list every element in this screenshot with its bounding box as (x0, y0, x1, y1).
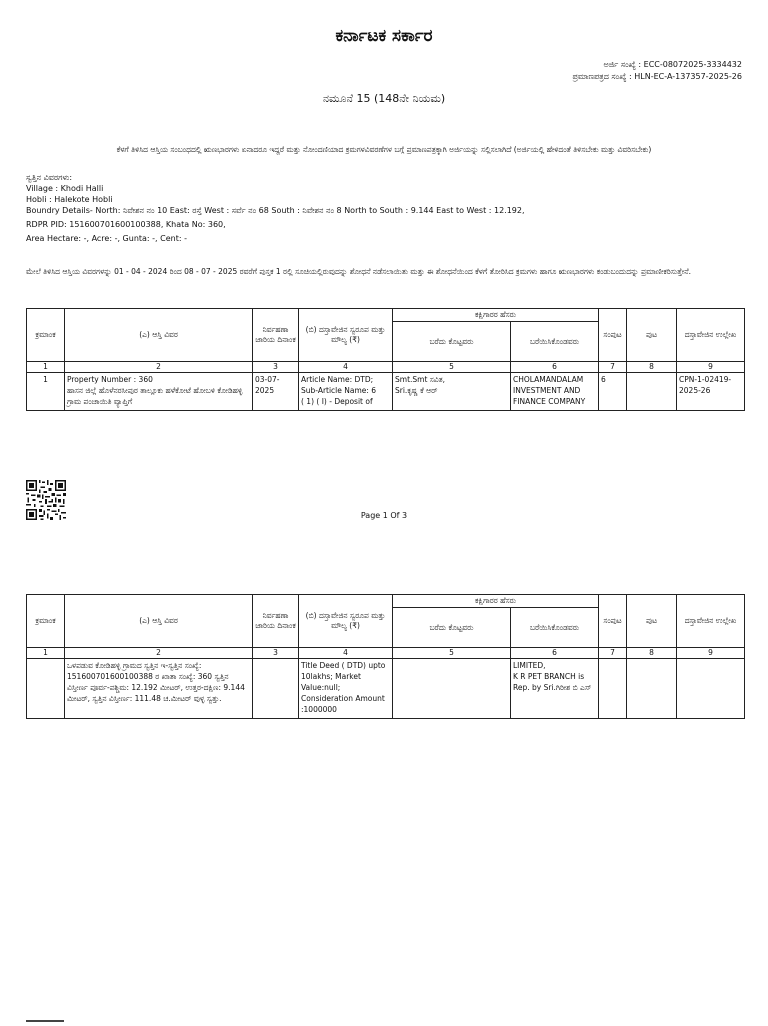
header-executant: ಬರೆದು ಕೊಟ್ಟವರು (393, 608, 511, 648)
column-number: 9 (677, 648, 745, 659)
intro-text: ಕೆಳಗೆ ತಿಳಿಸಿದ ಆಸ್ತಿಯ ಸಂಬಂಧದಲ್ಲಿ ಋಣಭಾರಗಳು ಏನಾದರೂ ಇದ್ದರೆ ಮತ್ತು ನೋಂದಣಿಯಾದ ಕ್ರಮಗಳವಿವರಣೆಗಳ ಬಗ್ಗೆ ಪ್ರಮಾಣಪತ್ರಕ್ಕಾಗಿ ಅರ್ಜಿಯನ್ನು ಸಲ್ಲಿಸಲಾಗಿದೆ (ಅರ್ಜಿಯಲ್ಲಿ ಹೇಳಿದಂತೆ ತಿಳಿಸಬೇಕು ಮತ್ತು ವಿವರಿಸಬೇಕು) (116, 145, 652, 154)
column-number: 1 (27, 362, 65, 373)
header-property: (ಎ) ಆಸ್ತಿ ವಿವರ (65, 309, 253, 362)
page-number: Page 1 Of 3 (360, 511, 408, 520)
column-number: 8 (627, 648, 677, 659)
header-deed-nature: (ಬಿ) ದಸ್ತಾವೇಜಿನ ಸ್ವರೂಪ ಮತ್ತು ಮೌಲ್ಯ (₹) (299, 595, 393, 648)
property-heading: ಸ್ವತ್ತಿನ ವಿವರಗಳು: (26, 173, 73, 182)
cell-serial: 1 (27, 373, 65, 411)
header-doc-ref: ದಸ್ತಾವೇಜಿನ ಉಲ್ಲೇಖ (677, 309, 745, 362)
area-line: Area Hectare: -, Acre: -, Gunta: -, Cent: - (26, 234, 187, 243)
header-page: ಪುಟ (627, 309, 677, 362)
certificate-number: ಪ್ರಮಾಣಪತ್ರದ ಸಂಖ್ಯೆ : HLN-EC-A-137357-2025-26 (572, 72, 742, 81)
column-number: 4 (299, 362, 393, 373)
column-number: 2 (65, 648, 253, 659)
property-details (26, 172, 525, 244)
header-claimant: ಬರೆಯಿಸಿಕೊಂಡವರು (511, 608, 599, 648)
cell-doc-ref (677, 659, 745, 719)
table-row (27, 659, 745, 719)
column-number: 3 (253, 362, 299, 373)
header-parties: ಕಕ್ಷಿಗಾರರ ಹೆಸರು (393, 309, 599, 322)
header-deed-nature: (ಬಿ) ದಸ್ತಾವೇಜಿನ ಸ್ವರೂಪ ಮತ್ತು ಮೌಲ್ಯ (₹) (299, 309, 393, 362)
encumbrance-table-page2 (26, 594, 745, 719)
cell-property: Property Number : 360 ಹಾಸನ ಜಿಲ್ಲೆ ಹೊಳೆನರಸೀಪುರ ತಾಲ್ಲೂಕು ಹಳೆಕೋಟೆ ಹೋಬಳಿ ಕೋಡಿಹಳ್ಳಿ ಗ್ರಾಮ ಪಂಚಾಯಿತಿ ವ್ಯಾಪ್ತಿಗೆ (65, 373, 253, 411)
cell-executant: Smt.Smt ಸವಿತ, Sri.ಕೃಷ್ಣ ಕೆ ಆರ್ (393, 373, 511, 411)
rdpr-line: RDPR PID: 151600701600100388, Khata No: 360, (26, 220, 226, 229)
cell-deed: Article Name: DTD; Sub-Article Name: 6 ( 1) ( I) - Deposit of (299, 373, 393, 411)
application-number: ಅರ್ಜಿ ಸಂಖ್ಯೆ : ECC-08072025-3334432 (603, 60, 742, 69)
cell-page (627, 659, 677, 719)
cell-claimant: CHOLAMANDALAM INVESTMENT AND FINANCE COMPANY (511, 373, 599, 411)
cell-volume (599, 659, 627, 719)
header-parties: ಕಕ್ಷಿಗಾರರ ಹೆಸರು (393, 595, 599, 608)
header-executant: ಬರೆದು ಕೊಟ್ಟವರು (393, 322, 511, 362)
cell-deed: Title Deed ( DTD) upto 10lakhs; Market Value:null; Consideration Amount :1000000 (299, 659, 393, 719)
table-row (27, 373, 745, 411)
cell-date (253, 659, 299, 719)
cell-date: 03-07-2025 (253, 373, 299, 411)
village-line: Village : Khodi Halli (26, 184, 104, 193)
header-property: (ಎ) ಆಸ್ತಿ ವಿವರ (65, 595, 253, 648)
column-number: 9 (677, 362, 745, 373)
header-serial: ಕ್ರಮಾಂಕ (27, 309, 65, 362)
header-execution-date: ನಿರ್ವಹಣಾ ಜಾರಿಯ ದಿನಾಂಕ (253, 595, 299, 648)
cell-serial (27, 659, 65, 719)
reference-numbers (572, 59, 742, 83)
header-execution-date: ನಿರ್ವಹಣಾ ಜಾರಿಯ ದಿನಾಂಕ (253, 309, 299, 362)
header-volume: ಸಂಪುಟ (599, 595, 627, 648)
column-number: 7 (599, 362, 627, 373)
form-title: ನಮೂನೆ 15 (148ನೇ ನಿಯಮ) (322, 92, 446, 105)
cell-executant (393, 659, 511, 719)
hobli-line: Hobli : Halekote Hobli (26, 195, 113, 204)
column-number: 5 (393, 362, 511, 373)
column-number: 4 (299, 648, 393, 659)
cell-page (627, 373, 677, 411)
header-doc-ref: ದಸ್ತಾವೇಜಿನ ಉಲ್ಲೇಖ (677, 595, 745, 648)
column-number: 5 (393, 648, 511, 659)
cell-volume: 6 (599, 373, 627, 411)
header-page: ಪುಟ (627, 595, 677, 648)
column-number: 7 (599, 648, 627, 659)
column-number: 8 (627, 362, 677, 373)
column-number: 3 (253, 648, 299, 659)
cell-doc-ref: CPN-1-02419-2025-26 (677, 373, 745, 411)
column-number: 1 (27, 648, 65, 659)
header-claimant: ಬರೆಯಿಸಿಕೊಂಡವರು (511, 322, 599, 362)
cell-property: ಒಳಪಡುವ ಕೋಡಿಹಳ್ಳಿ ಗ್ರಾಮದ ಸ್ವತ್ತಿನ ಇ-ಸ್ವತ್ತಿನ ಸಂಖ್ಯೆ: 151600701600100388 ರ ಖಾತಾ ಸಂಖ್ಯೆ: 360 ಸ್ವತ್ತಿನ ವಿಸ್ತೀರ್ಣ ಪೂರ್ವ-ಪಶ್ಚಿಮ: 12.192 ಮೀಟರ್, ಉತ್ತರ-ದಕ್ಷಿಣ: 9.144 ಮೀಟರ್, ಸ್ವತ್ತಿನ ವಿಸ್ತೀರ್ಣ: 111.48 ಚ.ಮೀಟರ್ ವುಳ್ಳ ಸ್ವತ್ತು. (65, 659, 253, 719)
boundary-line: Boundry Details- North: ನಿವೇಶನ ನಂ 10 East: ರಸ್ತೆ West : ಸರ್ವೆ ನಂ 68 South : ನಿವೇಶನ ನಂ 8 North to South : 9.144 East to West : 12.192, (26, 206, 525, 215)
header-volume: ಸಂಪುಟ (599, 309, 627, 362)
cell-claimant: LIMITED, K R PET BRANCH is Rep. by Sri.ಗಿರೀಶ ಬಿ ಎಸ್ (511, 659, 599, 719)
column-number: 6 (511, 362, 599, 373)
column-number: 6 (511, 648, 599, 659)
header-serial: ಕ್ರಮಾಂಕ (27, 595, 65, 648)
page-title: ಕರ್ನಾಟಕ ಸರ್ಕಾರ (335, 26, 433, 46)
search-statement: ಮೇಲೆ ತಿಳಿಸಿದ ಆಸ್ತಿಯ ವಿವರಗಳನ್ನು 01 - 04 - 2024 ರಿಂದ 08 - 07 - 2025 ರವರೆಗೆ ಪುಸ್ತಕ 1 ರಲ್ಲಿ ಸೂಚಿಯಲ್ಲಿರುವುದನ್ನು ಶೋಧನೆ ನಡೆಸಲಾಯಿತು ಮತ್ತು ಈ ಶೋಧನೆಯಿಂದ ಕೆಳಗೆ ತೋರಿಸಿದ ಕ್ರಮಗಳು ಹಾಗೂ ಋಣಭಾರಗಳು ಕಂಡುಬಂದುದನ್ನು ಪ್ರಮಾಣೀಕರಿಸುತ್ತೇನೆ. (26, 267, 692, 276)
encumbrance-table-page1 (26, 308, 745, 411)
page-edge-mark (26, 1020, 64, 1026)
column-number: 2 (65, 362, 253, 373)
